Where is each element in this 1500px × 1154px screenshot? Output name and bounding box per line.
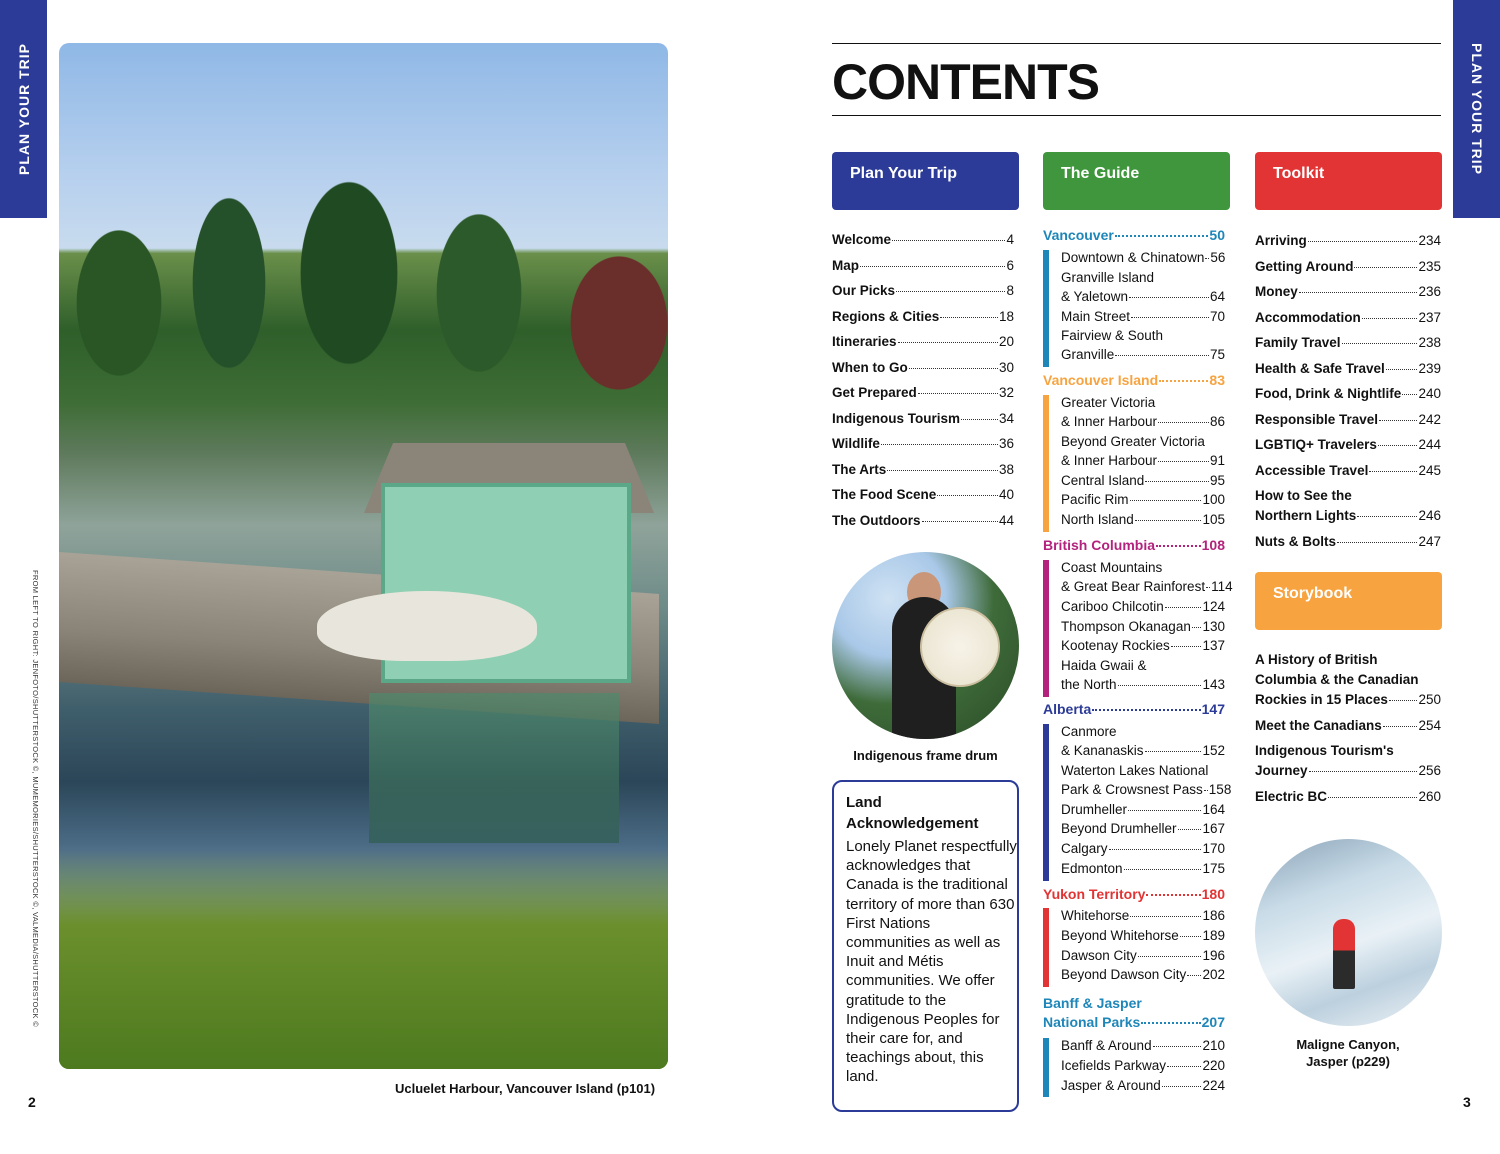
british-columbia-items: Coast Mountains & Great Bear Rainforest 114 Cariboo Chilcotin 124 Thompson Okanagan 130 Kootenay Rockies 137 Haida Gwaii & the North 143 [1043,560,1225,697]
toc-item-indigenous-tourism[interactable]: Indigenous Tourism 34 [832,410,1014,426]
toc-item[interactable]: & Kananaskis 152 [1061,743,1225,758]
toc-item[interactable]: Jasper & Around 224 [1061,1077,1225,1093]
side-tab-left [0,0,47,218]
toc-item[interactable]: Downtown & Chinatown 56 [1061,250,1226,265]
toc-item[interactable]: Park & Crowsnest Pass 158 [1061,781,1232,797]
toc-item-the-arts[interactable]: The Arts 38 [832,461,1014,477]
toc-item[interactable]: Icefields Parkway 220 [1061,1057,1225,1073]
side-tab-label: PLAN YOUR TRIP [1468,43,1485,175]
vancouver-island-items: Greater Victoria & Inner Harbour 86 Beyond Greater Victoria & Inner Harbour 91 Central Island 95 Pacific Rim 100 North Island 105 [1043,395,1225,532]
toc-item[interactable]: & Inner Harbour 86 [1061,414,1225,429]
toc-item[interactable]: Beyond Whitehorse 189 [1061,927,1225,943]
page-number-right: 3 [1463,1094,1471,1110]
land-acknowledgement-box [832,780,1019,1112]
side-tab-label: PLAN YOUR TRIP [15,43,32,175]
toc-item-northern-lights-line1: How to See the [1255,488,1352,503]
top-rule [832,43,1441,44]
toc-item-wildlife[interactable]: Wildlife 36 [832,436,1014,451]
toc-item-health-safe[interactable]: Health & Safe Travel 239 [1255,360,1441,376]
toc-item-money[interactable]: Money 236 [1255,284,1441,299]
drum-caption: Indigenous frame drum [853,748,998,763]
toc-item[interactable]: & Great Bear Rainforest 114 [1061,579,1233,594]
page-number-left: 2 [28,1094,36,1110]
toc-item[interactable]: Beyond Dawson City 202 [1061,967,1225,983]
toc-item[interactable]: Beyond Drumheller 167 [1061,821,1225,837]
toc-item-family-travel[interactable]: Family Travel 238 [1255,335,1441,350]
toc-item-regions-cities[interactable]: Regions & Cities 18 [832,308,1014,324]
guide-section-vancouver[interactable]: Vancouver 50 [1043,227,1225,243]
title-rule [832,115,1441,116]
photo-credit: FROM LEFT TO RIGHT: JENFOTO/SHUTTERSTOCK ©, MUMEMORIES/SHUTTERSTOCK ©, VALMEDIA/SHUTTERSTOCK © [31,570,40,1028]
toc-item-accessible-travel[interactable]: Accessible Travel 245 [1255,462,1441,478]
toc-item[interactable]: Whitehorse 186 [1061,908,1225,923]
toc-item[interactable]: Cariboo Chilcotin 124 [1061,598,1225,614]
hiker [1333,919,1355,989]
toc-item-meet-the-canadians[interactable]: Meet the Canadians 254 [1255,717,1441,733]
canyon-photo [1255,839,1442,1026]
toc-item-lgbtiq[interactable]: LGBTIQ+ Travelers 244 [1255,437,1441,452]
grass-foreground [59,849,668,1069]
vancouver-items: Downtown & Chinatown 56 Granville Island & Yaletown 64 Main Street 70 Fairview & South Granville 75 [1043,250,1225,367]
toc-item-responsible-travel[interactable]: Responsible Travel 242 [1255,411,1441,427]
yukon-items [1043,908,1225,987]
toc-item-our-picks[interactable]: Our Picks 8 [832,283,1014,298]
page-title: CONTENTS [832,54,1099,110]
banff-jasper-items [1043,1038,1225,1097]
toc-item[interactable]: the North 143 [1061,677,1225,693]
toc-item[interactable]: Calgary 170 [1061,841,1225,857]
guide-section-vancouver-island[interactable]: Vancouver Island 83 [1043,372,1225,388]
canyon-caption: Maligne Canyon, Jasper (p229) [1296,1037,1400,1069]
toc-item[interactable]: & Inner Harbour 91 [1061,452,1225,468]
guide-section-banff-jasper[interactable]: National Parks 207 [1043,1014,1225,1030]
land-acknowledgement-title: Land Acknowledgement [846,794,979,832]
toc-item-itineraries[interactable]: Itineraries 20 [832,334,1014,349]
toc-item-outdoors[interactable]: The Outdoors 44 [832,512,1014,528]
toc-item[interactable]: Thompson Okanagan 130 [1061,618,1225,634]
side-tab-right [1453,0,1500,218]
toc-item-history-15-places[interactable]: Rockies in 15 Places 250 [1255,692,1441,707]
alberta-items: Canmore & Kananaskis 152 Waterton Lakes National Park & Crowsnest Pass 158 Drumheller 164 Beyond Drumheller 167 Calgary 170 Edmonton 175 [1043,724,1225,881]
toc-item-map[interactable]: Map 6 [832,257,1014,273]
toolkit-list [1255,233,1441,559]
toc-item[interactable]: Edmonton 175 [1061,860,1225,876]
plan-list [832,232,1014,538]
toc-item[interactable]: North Island 105 [1061,512,1225,528]
photo-caption: Ucluelet Harbour, Vancouver Island (p101) [395,1081,656,1096]
toc-item-electric-bc[interactable]: Electric BC 260 [1255,788,1441,804]
toc-item-food-drink[interactable]: Food, Drink & Nightlife 240 [1255,386,1441,401]
toc-item-indigenous-journey[interactable]: Journey 256 [1255,763,1441,778]
frame-drum [920,607,1000,687]
toolkit-heading: Toolkit [1255,152,1442,210]
toc-item-northern-lights[interactable]: Northern Lights 246 [1255,508,1441,523]
toc-item[interactable]: Pacific Rim 100 [1061,492,1225,508]
white-boat [317,591,537,661]
toc-item[interactable]: Dawson City 196 [1061,947,1225,963]
toc-item-arriving[interactable]: Arriving 234 [1255,233,1441,248]
toc-item[interactable]: Drumheller 164 [1061,801,1225,817]
toc-item[interactable]: Main Street 70 [1061,308,1225,324]
the-guide-heading: The Guide [1043,152,1230,210]
toc-item[interactable]: Granville 75 [1061,347,1225,363]
toc-item[interactable]: Central Island 95 [1061,472,1225,488]
guide-section-alberta[interactable]: Alberta 147 [1043,701,1225,717]
toc-item[interactable]: & Yaletown 64 [1061,288,1225,304]
toc-item-welcome[interactable]: Welcome 4 [832,232,1014,247]
storybook-heading: Storybook [1255,572,1442,630]
storybook-list: A History of British Columbia & the Canadian Rockies in 15 Places 250 Meet the Canadians 254 Indigenous Tourism's Journey 256 Electric BC 260 [1255,652,1441,814]
toc-item-get-prepared[interactable]: Get Prepared 32 [832,385,1014,400]
drum-photo [832,552,1019,739]
guide-section-yukon[interactable]: Yukon Territory 180 [1043,886,1225,902]
guide-section-banff-jasper-line1: Banff & Jasper [1043,995,1142,1011]
toc-item[interactable]: Banff & Around 210 [1061,1038,1225,1053]
harbour-photo [59,43,668,1069]
toc-item-when-to-go[interactable]: When to Go 30 [832,359,1014,375]
plan-your-trip-heading: Plan Your Trip [832,152,1019,210]
toc-item-getting-around[interactable]: Getting Around 235 [1255,258,1441,274]
toc-item-nuts-bolts[interactable]: Nuts & Bolts 247 [1255,533,1441,549]
toc-item-food-scene[interactable]: The Food Scene 40 [832,487,1014,502]
toc-item[interactable]: Kootenay Rockies 137 [1061,638,1225,654]
forest [59,163,668,393]
guide-section-british-columbia[interactable]: British Columbia 108 [1043,537,1225,553]
land-acknowledgement-text: Lonely Planet respectfully acknowledges that Canada is the traditional territory of more than 630 First Nations communities as well as Inuit and Métis communities. We offer gratitude to the Indigenous Peoples for their care for, and teachings about, this land. [846,838,1017,1086]
water-reflection [369,693,619,843]
toc-item-accommodation[interactable]: Accommodation 237 [1255,309,1441,325]
